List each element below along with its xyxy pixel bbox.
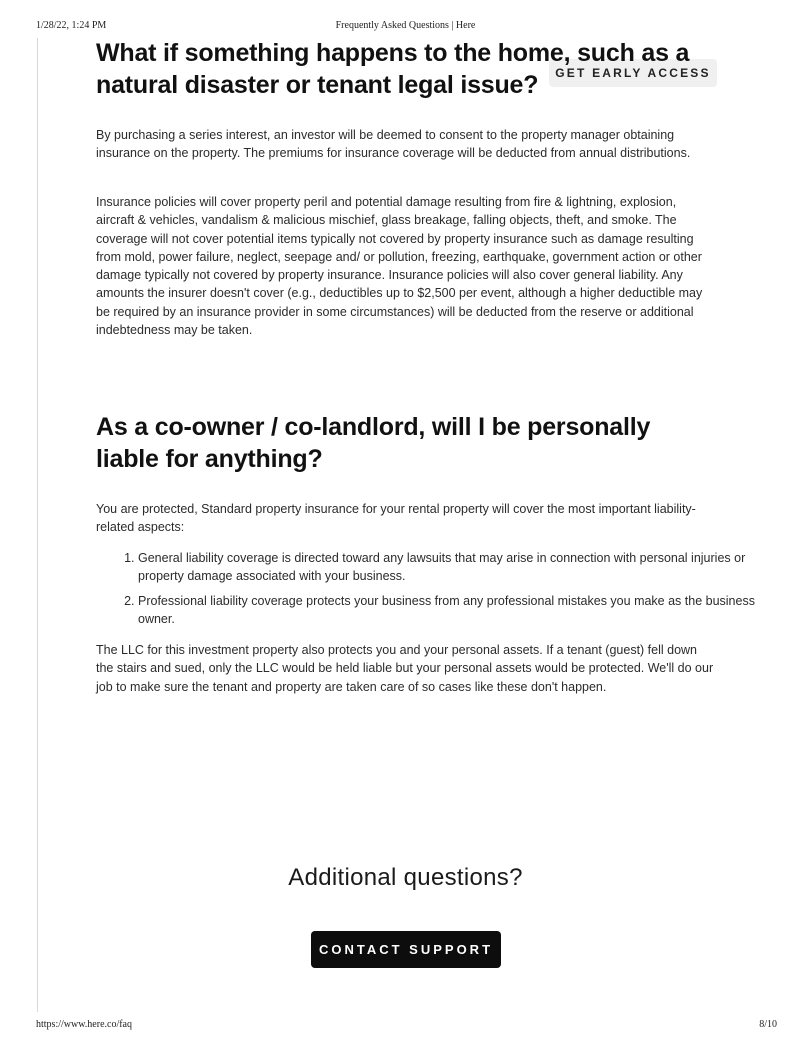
faq-question-liability: As a co-owner / co-landlord, will I be personally liable for anything? <box>96 413 651 473</box>
liability-coverage-list <box>96 549 756 634</box>
print-page-number: 8/10 <box>759 1019 777 1030</box>
print-page-title: Frequently Asked Questions | Here <box>335 20 476 31</box>
faq-answer-outro: The LLC for this investment property also protects you and your personal assets. If a tenant (guest) fell down the stairs and sued, only the LLC would be held liable but your personal assets would be protected. We'll do our job to make sure the tenant and property are taken care of so cases like these don't happen. <box>96 643 714 694</box>
faq-answer-paragraph: By purchasing a series interest, an investor will be deemed to consent to the property manager obtaining insurance on the property. The premiums for insurance coverage will be deducted from annual distributions. <box>96 128 691 161</box>
additional-questions-heading: Additional questions? <box>288 864 523 891</box>
print-url: https://www.here.co/faq <box>36 1019 132 1030</box>
print-datetime: 1/28/22, 1:24 PM <box>36 20 107 31</box>
get-early-access-button[interactable]: GET EARLY ACCESS <box>549 59 717 87</box>
list-item: 1. General liability coverage is directed toward any lawsuits that may arise in connection with personal injuries or property damage associated with your business. <box>138 549 756 586</box>
faq-answer-paragraph: Insurance policies will cover property peril and potential damage resulting from fire & lightning, explosion, aircraft & vehicles, vandalism & malicious mischief, glass breakage, falling objects, theft, and smoke. The coverage will not cover potential items typically not covered by property insurance such as damage resulting from mold, power failure, neglect, seepage and/ or pollution, freezing, earthquake, government action or other damage typically not covered by property insurance. Insurance policies will also cover general liability. Any amounts the insurer doesn't cover (e.g., deductibles up to $2,500 per event, although a higher deductible may be required by an insurance provider in some circumstances) will be deducted from the reserve or additional indebtedness may be taken. <box>96 195 703 338</box>
faq-question-insurance: What if something happens to the home, such as a natural disaster or tenant legal issue? <box>96 39 690 99</box>
list-item: 2. Professional liability coverage protects your business from any professional mistakes you make as the business owner. <box>138 592 756 629</box>
contact-support-button[interactable]: CONTACT SUPPORT <box>311 931 501 968</box>
faq-answer-intro: You are protected, Standard property insurance for your rental property will cover the most important liability-related aspects: <box>96 502 696 535</box>
